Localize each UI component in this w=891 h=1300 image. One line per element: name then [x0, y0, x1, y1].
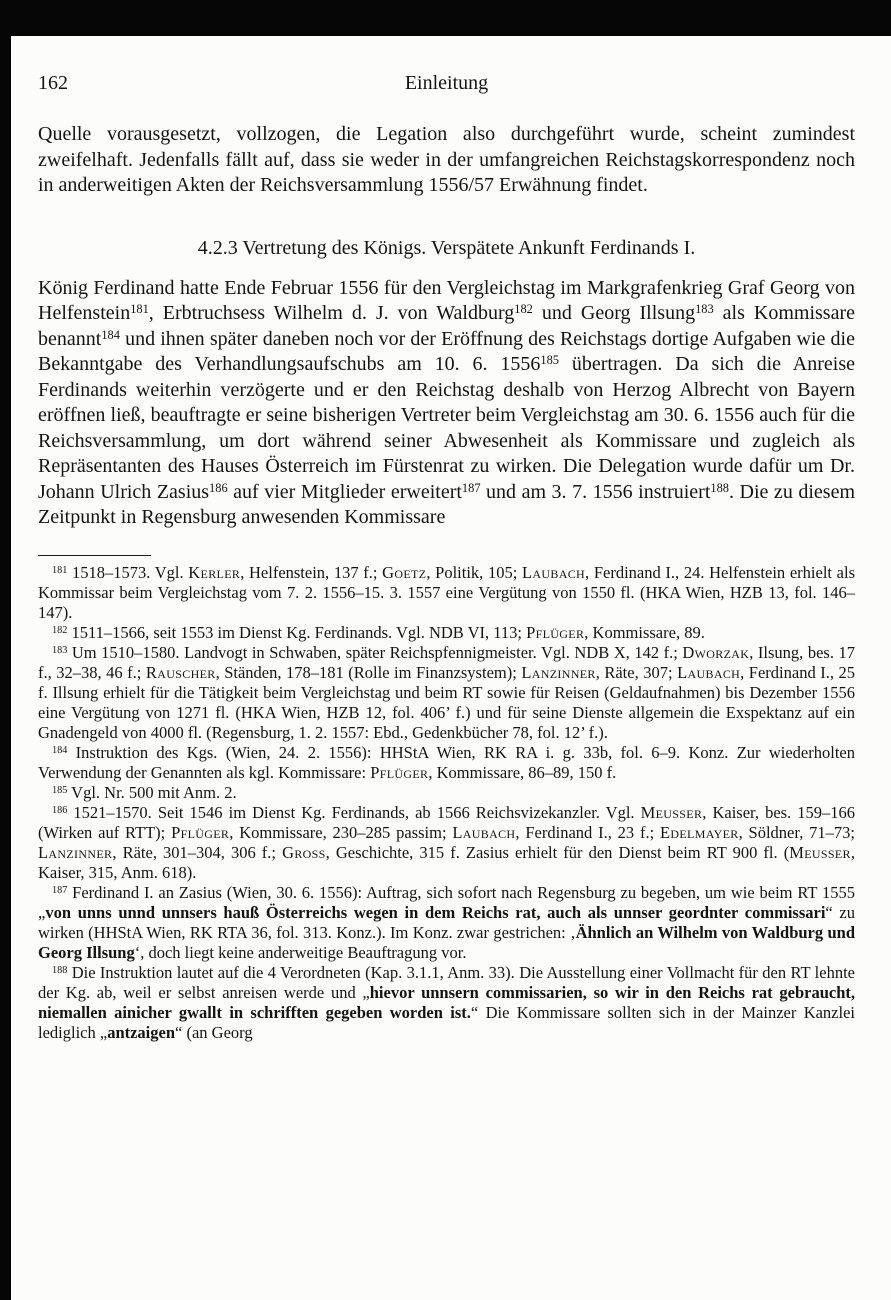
footnote: $^{187}$ Ferdinand I. an Zasius (Wien, 30. 6. 1556): Auftrag, sich sofort nach Regensburg zu begeben, um wie beim RT 1555 „von unns unnd unnsers hauß Österreichs wegen in dem Reichs rat, auch als unnser geordnter commissari“ zu wirken (HHStA Wien, RK RTA 36, fol. 313. Konz.). Im Konz. zwar gestrichen: ‚Ähnlich an Wilhelm von Waldburg und Georg Illsung‘, doch liegt keine anderweitige Beauftragung vor.	[38, 882, 856, 962]
paragraph-main: König Ferdinand hatte Ende Februar 1556 für den Vergleichstag im Markgrafenkrieg Graf Georg von Helfenstein$^{181}$, Erbtruchsess Wilhelm d. J. von Waldburg$^{182}$ und Georg Illsung$^{183}$ als Kommissare benannt$^{184}$ und ihnen später daneben noch vor der Eröffnung des Reichstags dortige Aufgaben wie die Bekanntgabe des Verhandlungsaufschubs am 10. 6. 1556$^{185}$ übertragen. Da sich die Anreise Ferdinands weiterhin verzögerte und er den Reichstag deshalb von Herzog Albrecht von Bayern eröffnen ließ, beauftragte er seine bisherigen Vertreter beim Vergleichstag am 30. 6. 1556 auch für die Reichsversammlung, um dort während seiner Abwesenheit als Kommissare und zugleich als Repräsentanten des Hauses Österreich im Fürstenrat zu wirken. Die Delegation wurde dafür um Dr. Johann Ulrich Zasius$^{186}$ auf vier Mitglieder erweitert$^{187}$ und am 3. 7. 1556 instruiert$^{188}$. Die zu diesem Zeitpunkt in Regensburg anwesenden Kommissare	[38, 276, 856, 528]
footnote: $^{188}$ Die Instruktion lautet auf die 4 Verordneten (Kap. 3.1.1, Anm. 33). Die Ausstellung einer Vollmacht für den RT lehnte der Kg. ab, weil er selbst anreisen werde und „hievor unnsern commissarien, so wir in den Reichs rat gebraucht, niemallen ainicher gwallt in schrifften gegeben worden ist.“ Die Kommissare sollten sich in der Mainzer Kanzlei lediglich „antzaigen“ (an Georg	[38, 962, 855, 1042]
footnotes-block	[38, 563, 855, 1043]
page-number: 162	[38, 72, 68, 94]
footnote: $^{184}$ Instruktion des Kgs. (Wien, 24. 2. 1556): HHStA Wien, RK RA i. g. 33b, fol. 6–9. Konz. Zur wiederholten Verwendung der Genannten als kgl. Kommissare: Pflüger, Kommissare, 86–89, 150 f.	[38, 742, 855, 782]
running-head	[38, 70, 855, 96]
scan-edge-top	[0, 0, 891, 36]
footnote: $^{182}$ 1511–1566, seit 1553 im Dienst Kg. Ferdinands. Vgl. NDB VI, 113; Pflüger, Kommissare, 89.	[52, 622, 705, 642]
footnote: $^{185}$ Vgl. Nr. 500 mit Anm. 2.	[52, 782, 237, 802]
page-body	[11, 36, 882, 1043]
footnote-separator	[38, 555, 151, 556]
text-column	[38, 70, 855, 1043]
paragraph-intro: Quelle vorausgesetzt, vollzogen, die Legation also durchgeführt wurde, scheint zumindest zweifelhaft. Jedenfalls fällt auf, dass sie weder in der umfangreichen Reichstagskorrespondenz noch in anderweitigen Akten der Reichsversammlung 1556/57 Erwähnung findet.	[38, 123, 855, 196]
footnote: $^{186}$ 1521–1570. Seit 1546 im Dienst Kg. Ferdinands, ab 1566 Reichsvizekanzler. Vgl. Meusser, Kaiser, bes. 159–166 (Wirken auf RTT); Pflüger, Kommissare, 230–285 passim; Laubach, Ferdinand I., 23 f.; Edelmayer, Söldner, 71–73; Lanzinner, Räte, 301–304, 306 f.; Gross, Geschichte, 315 f. Zasius erhielt für den Dienst beim RT 900 fl. (Meusser, Kaiser, 315, Anm. 618).	[38, 802, 855, 882]
footnote: $^{183}$ Um 1510–1580. Landvogt in Schwaben, später Reichspfennigmeister. Vgl. NDB X, 142 f.; Dworzak, Ilsung, bes. 17 f., 32–38, 46 f.; Rauscher, Ständen, 178–181 (Rolle im Finanzsystem); Lanzinner, Räte, 307; Laubach, Ferdinand I., 25 f. Illsung erhielt für die Tätigkeit beim Vergleichstag und beim RT sowie für Reisen (Geldaufnahmen) bis Dezember 1556 eine Vergütung von 1271 fl. (HKA Wien, HZB 12, fol. 406’ f.) und für seine Dienste allgemein die Exspektanz auf ein Gnadengeld von 4000 fl. (Regensburg, 1. 2. 1557: Ebd., Gedenkbücher 78, fol. 12’ f.).	[38, 642, 856, 742]
scan-edge-left	[0, 0, 11, 1300]
section-heading: 4.2.3 Vertretung des Königs. Verspätete Ankunft Ferdinands I.	[197, 236, 696, 259]
footnote: $^{181}$ 1518–1573. Vgl. Kerler, Helfenstein, 137 f.; Goetz, Politik, 105; Laubach, Ferdinand I., 24. Helfenstein erhielt als Kommissar beim Vergleichstag vom 7. 2. 1556–15. 3. 1557 eine Vergütung von 1550 fl. (HKA Wien, HZB 13, fol. 146–147).	[38, 562, 855, 622]
running-header-title: Einleitung	[404, 72, 489, 94]
